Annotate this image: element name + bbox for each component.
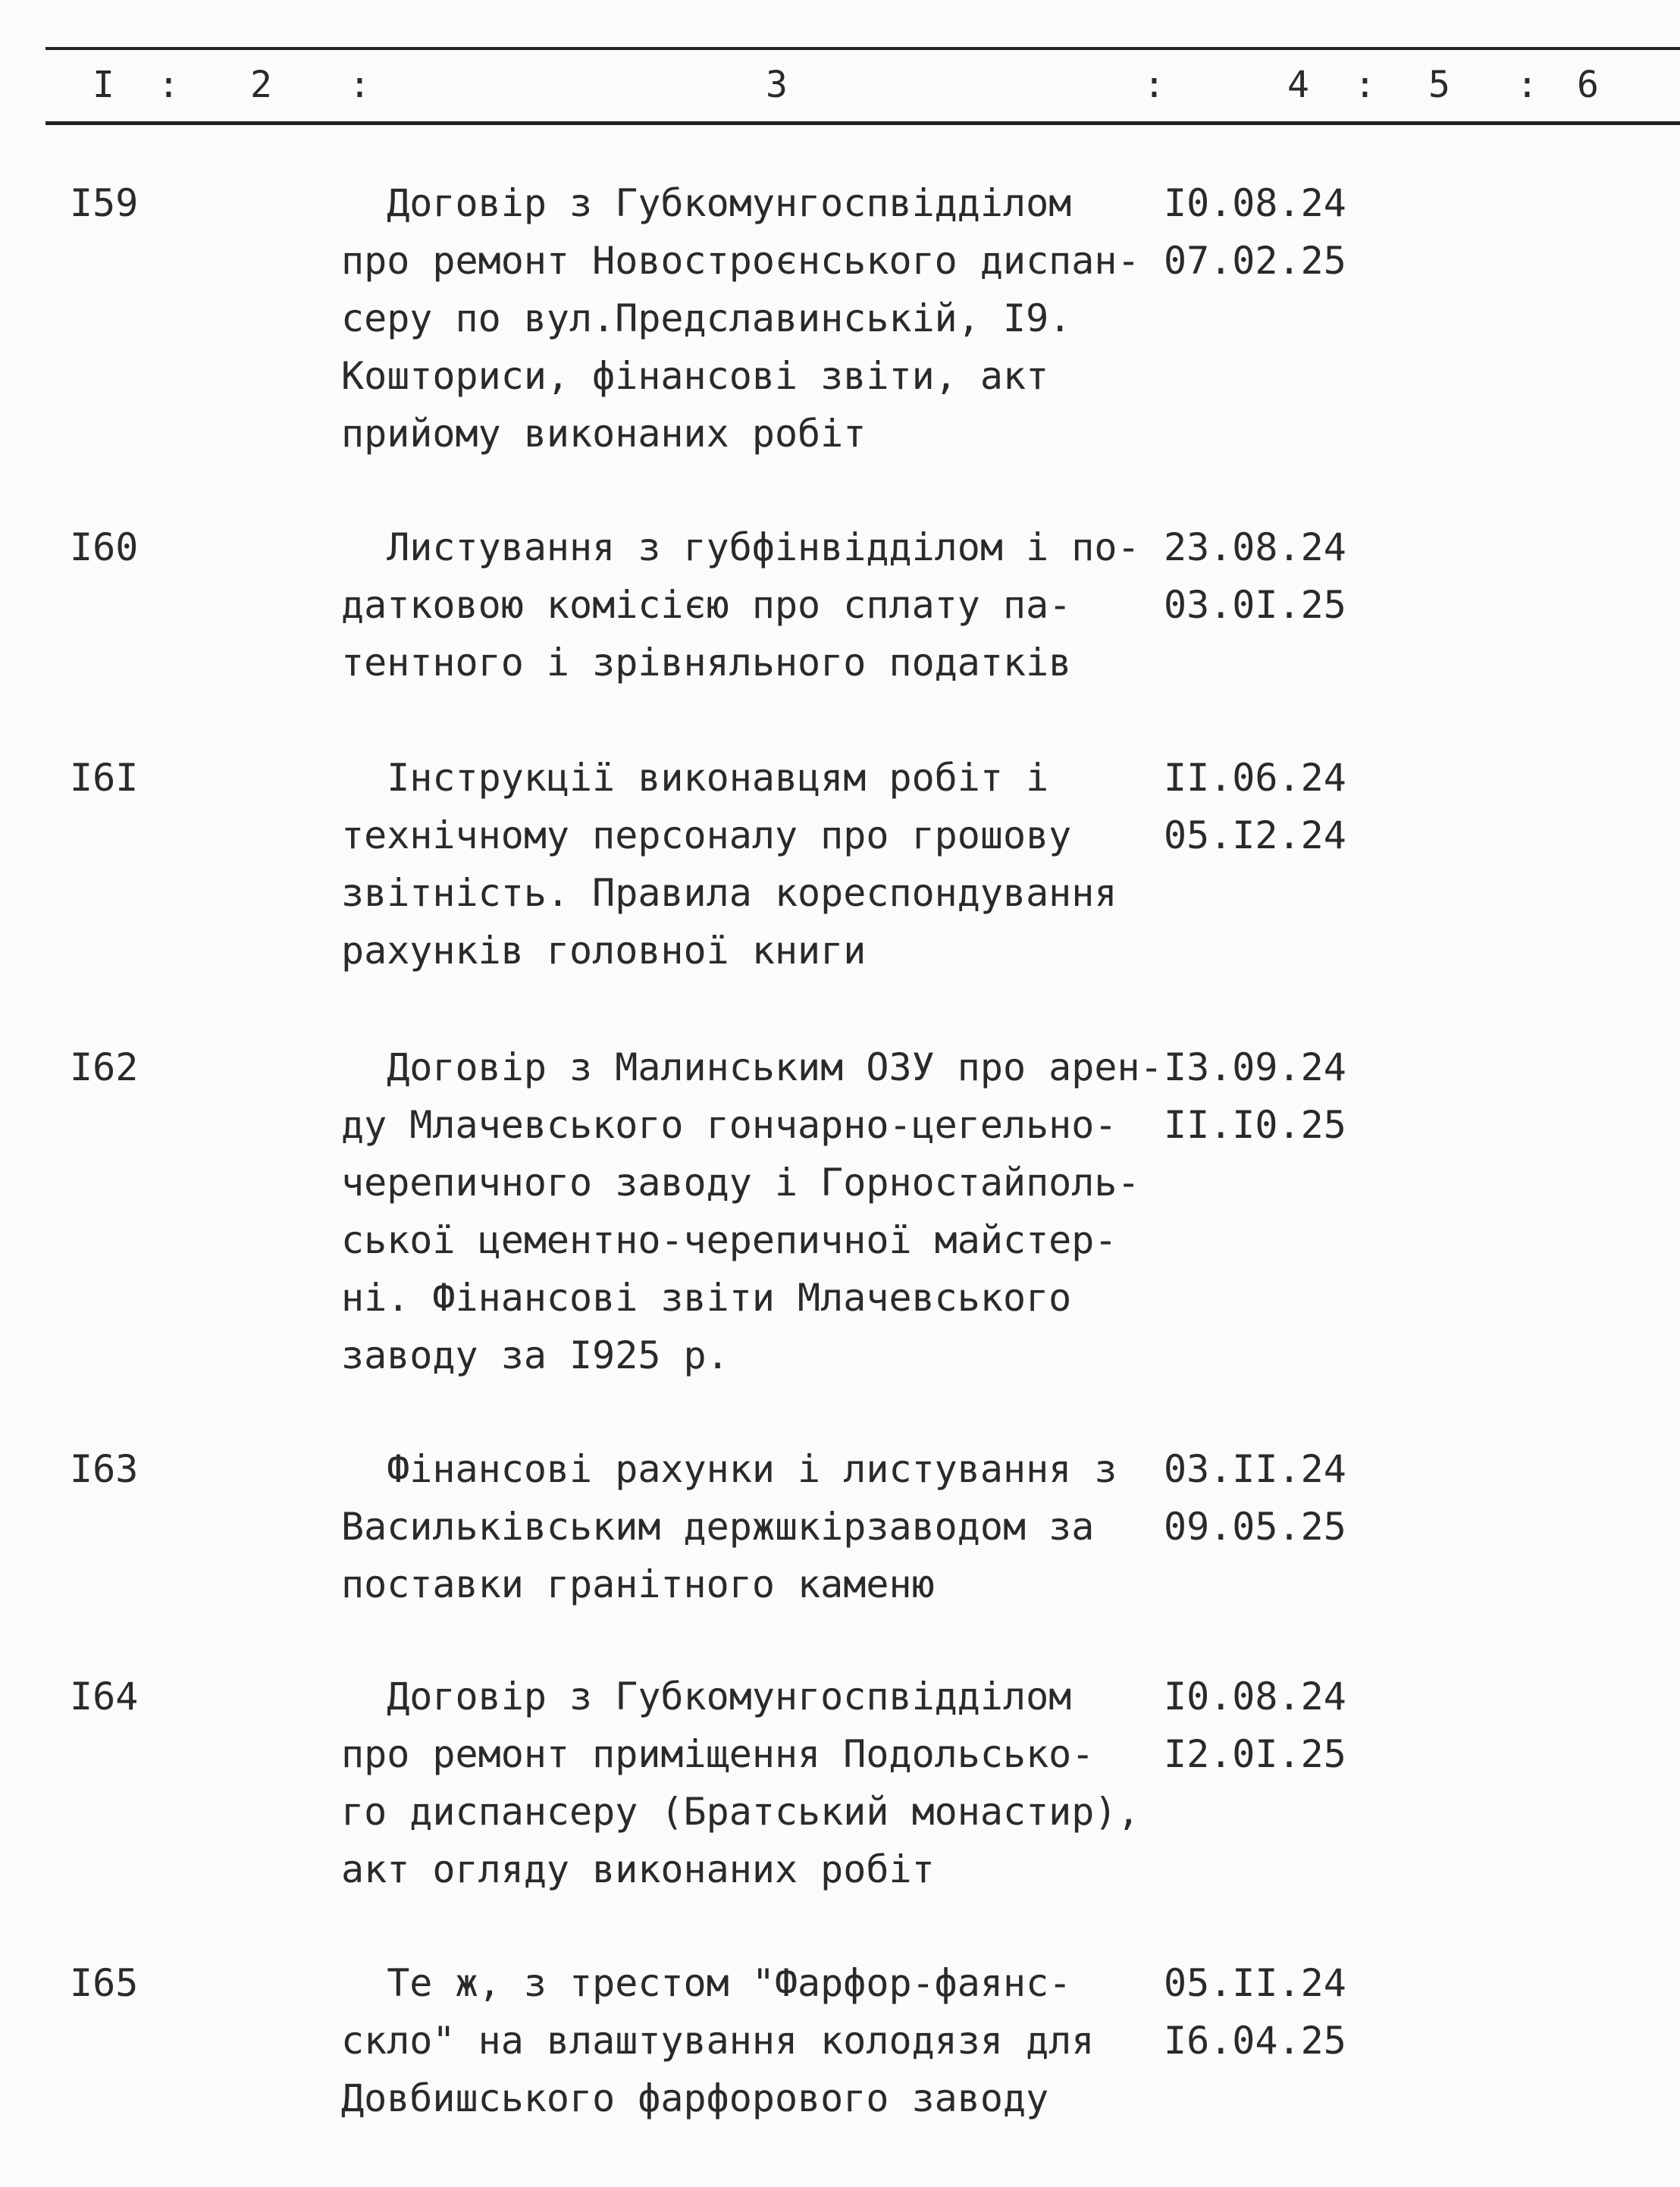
description-line: скло" на влаштування колодязя для	[341, 2019, 1095, 2063]
description-line: Договір з Губкомунгоспвідділом	[341, 181, 1072, 225]
entry-dates	[1164, 519, 1346, 634]
description-line: Кошториси, фінансові звіти, акт	[341, 354, 1049, 398]
description-line: Інструкції виконавцям робіт і	[341, 756, 1049, 800]
date-end: II.I0.25	[1164, 1103, 1346, 1147]
description-line: про ремонт приміщення Подольсько-	[341, 1732, 1095, 1776]
date-start: 05.II.24	[1164, 1961, 1346, 2005]
header-col-6: 6	[1577, 64, 1599, 106]
description-line: ні. Фінансові звіти Млачевського	[341, 1276, 1072, 1320]
description-line: го диспансеру (Братський монастир),	[341, 1790, 1140, 1834]
description-line: ду Млачевського гончарно-цегельно-	[341, 1103, 1117, 1147]
entry-dates	[1164, 1039, 1346, 1154]
date-start: 03.II.24	[1164, 1447, 1346, 1491]
date-start: I0.08.24	[1164, 181, 1346, 225]
description-line: рахунків головної книги	[341, 929, 867, 973]
entry-number: I59	[70, 181, 139, 225]
description-line: Васильківським держшкірзаводом за	[341, 1505, 1095, 1549]
header-bottom-rule	[45, 121, 1680, 125]
header-col-1: I	[92, 64, 114, 106]
description-line: акт огляду виконаних робіт	[341, 1847, 935, 1891]
entry-dates	[1164, 749, 1346, 864]
date-end: 07.02.25	[1164, 239, 1346, 283]
date-start: 23.08.24	[1164, 525, 1346, 569]
description-line: Договір з Губкомунгоспвідділом	[341, 1675, 1072, 1719]
date-end: I6.04.25	[1164, 2019, 1346, 2063]
entry-description	[341, 1039, 1175, 1384]
description-line: поставки гранітного каменю	[341, 1562, 935, 1606]
description-line: звітність. Правила кореспондування	[341, 871, 1117, 915]
description-line: Фінансові рахунки і листування з	[341, 1447, 1117, 1491]
date-start: II.06.24	[1164, 756, 1346, 800]
entry-dates	[1164, 1668, 1346, 1783]
description-line: прийому виконаних робіт	[341, 412, 867, 456]
description-line: про ремонт Новостроєнського диспан-	[341, 239, 1140, 283]
header-top-rule	[45, 47, 1680, 50]
description-line: датковою комісією про сплату па-	[341, 583, 1072, 627]
header-col-4: 4	[1287, 64, 1309, 106]
description-line: Те ж, з трестом "Фарфор-фаянс-	[341, 1961, 1072, 2005]
entry-number: I60	[70, 525, 139, 569]
entry-description	[341, 749, 1175, 979]
description-line: тентного і зрівняльного податків	[341, 641, 1072, 685]
description-line: Листування з губфінвідділом і по-	[341, 525, 1140, 569]
entry-number: I62	[70, 1045, 139, 1089]
header-col-3: 3	[766, 64, 788, 106]
description-line: технічному персоналу про грошову	[341, 813, 1072, 857]
entry-description	[341, 174, 1175, 462]
description-line: ської цементно-черепичної майстер-	[341, 1218, 1117, 1262]
entry-description	[341, 519, 1175, 691]
description-line: серу по вул.Предславинській, I9.	[341, 296, 1072, 340]
entry-number: I6I	[70, 756, 139, 800]
entry-description	[341, 1440, 1175, 1613]
header-separator: :	[1516, 64, 1538, 106]
description-line: черепичного заводу і Горностайполь-	[341, 1161, 1140, 1205]
header-separator: :	[158, 64, 180, 106]
entry-number: I63	[70, 1447, 139, 1491]
date-end: 09.05.25	[1164, 1505, 1346, 1549]
description-line: Договір з Малинським ОЗУ про арен-	[341, 1045, 1163, 1089]
entry-number: I64	[70, 1675, 139, 1719]
entry-dates	[1164, 1954, 1346, 2070]
entry-dates	[1164, 174, 1346, 290]
header-separator: :	[1143, 64, 1165, 106]
entry-dates	[1164, 1440, 1346, 1556]
entry-description	[341, 1668, 1175, 1898]
header-col-5: 5	[1428, 64, 1450, 106]
description-line: заводу за I925 р.	[341, 1333, 729, 1377]
header-separator: :	[349, 64, 371, 106]
entry-description	[341, 1954, 1175, 2127]
date-end: I2.0I.25	[1164, 1732, 1346, 1776]
date-end: 05.I2.24	[1164, 813, 1346, 857]
date-start: I0.08.24	[1164, 1675, 1346, 1719]
description-line: Довбишського фарфорового заводу	[341, 2076, 1049, 2120]
date-start: I3.09.24	[1164, 1045, 1346, 1089]
header-col-2: 2	[250, 64, 272, 106]
date-end: 03.0I.25	[1164, 583, 1346, 627]
entry-number: I65	[70, 1961, 139, 2005]
header-separator: :	[1354, 64, 1376, 106]
